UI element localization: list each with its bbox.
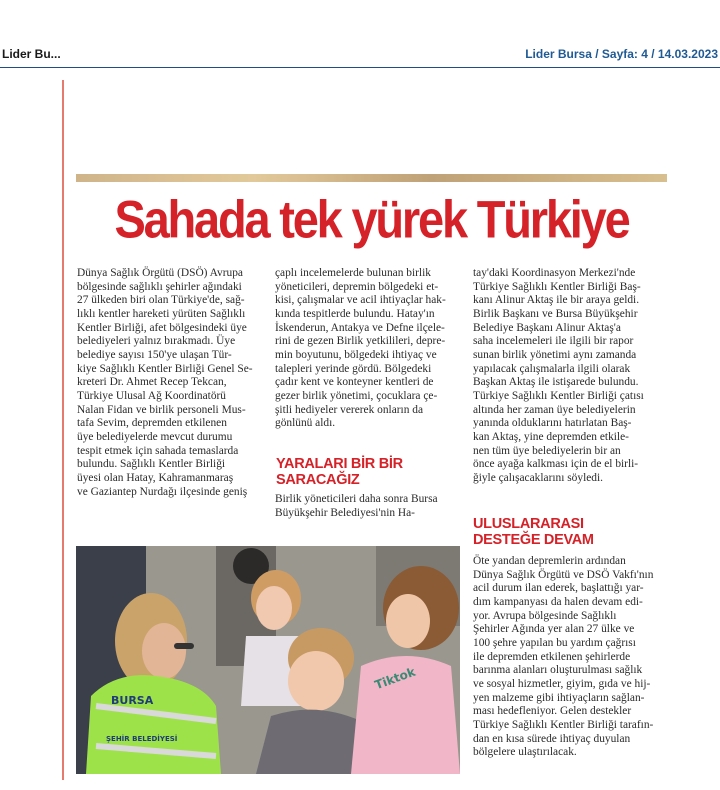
article-column-1 [77,267,269,499]
page-header-left: Lider Bu... [2,47,61,61]
subheading-uluslararasi [473,517,594,548]
text-line: tespit etmek için sahada temaslarda [77,444,239,457]
text-line: Başkan Aktaş ile istişarede bulundu. [473,376,639,389]
subheading-yaralari [276,457,403,488]
text-line: yanında olduklarını hatırlatan Baş- [473,417,632,430]
text-line: Türkiye Sağlıklı Kentler Birliği çatısı [473,389,644,402]
text-line: Dünya Sağlık Örgütü ve DSÖ Vakfı'nın [473,568,654,581]
text-line: acil durum ilan ederek, başlattığı yar- [473,582,644,595]
text-line: yor. Avrupa bölgesinde Sağlıklı [473,609,617,622]
page-header-right: Lider Bursa / Sayfa: 4 / 14.03.2023 [525,47,718,61]
text-line: talepleri yerinde gördü. Bölgedeki [275,362,432,375]
text-line: kiye Sağlıklı Kentler Birliği Genel Se- [77,362,253,375]
text-line: Türkiye Ulusal Ağ Koordinatörü [77,389,227,402]
text-line: ve Gaziantep Nurdağı ilçesinde geniş [77,485,248,498]
newspaper-clipping [62,80,668,780]
text-line: Birlik yöneticileri daha sonra Bursa [275,493,438,505]
text-line: kan Aktaş, yine depremden etkile- [473,430,629,443]
text-line: gezer birlik yönetimi, çocuklara çe- [275,389,438,402]
text-line: ve sosyal hizmetler, giyim, gıda ve hij- [473,677,651,690]
text-line: Türkiye Sağlıklı Kentler Birliği Baş- [473,280,641,293]
text-line: dan en kısa sürede ihtiyaç duyulan [473,732,631,745]
headline-top-strip [76,174,667,182]
text-line: yapılacak çalışmalarla ilgili olarak [473,362,631,375]
text-line: çaplı incelemelerde bulunan birlik [275,267,431,279]
text-line: altında her zaman üye belediyelerin [473,403,636,416]
text-line: kisi, çalışmalar ve acil ihtiyaçlar hak- [275,294,446,307]
article-column-2-bottom [275,493,471,520]
text-line: gönlünü aldı. [275,417,336,430]
text-line: İskenderun, Antakya ve Defne ilçele- [275,321,445,334]
article-photo [76,546,460,774]
text-line: Dünya Sağlık Örgütü (DSÖ) Avrupa [77,267,243,279]
header-rule [0,67,720,68]
text-line: Büyükşehir Belediyesi'nin Ha- [275,506,415,519]
text-line: barınma alanları oluşturulması sağlık [473,664,643,677]
text-line: saha incelemeleri ile ilgili bir rapor [473,335,634,348]
text-line: bulundu. Sağlıklı Kentler Birliği [77,458,226,471]
article-column-3 [473,267,668,486]
text-line: Türkiye Sağlıklı Kentler Birliği tarafın- [473,718,654,731]
text-line: bölgesinde sağlıklı şehirler ağındaki [77,280,242,293]
clipping-margin-line [62,80,64,780]
text-line: ile depremden etkilenen şehirlerde [473,650,631,663]
text-line: ğiyle çalışacaklarını söyledi. [473,471,603,484]
text-line: Şehirler Ağında yer alan 27 ülke ve [473,623,635,636]
photo-illustration [76,546,460,774]
subheading-line: SARACAĞIZ [276,471,360,488]
text-line: Nalan Fidan ve birlik personeli Mus- [77,403,246,416]
shirt-text: Tiktok [372,664,418,693]
text-line: önce ayağa kalkması için de el birli- [473,458,639,471]
text-line: ması hedefleniyor. Gelen destekler [473,705,632,718]
text-line: rini de gezen Birlik yetkilileri, depre- [275,335,446,348]
text-line: yöneticileri, depremin bölgedeki et- [275,280,439,293]
subheading-line: DESTEĞE DEVAM [473,531,594,548]
text-line: lıklı kentler hareketi yürüten Sağlıklı [77,307,246,320]
text-line: belediyeleri yalnız bırakmadı. Üye [77,335,236,348]
text-line: nen tüm üye belediyelerin bir an [473,444,621,457]
text-line: sunan birlik yönetimi aynı zamanda [473,348,637,361]
text-line: tafa Sevim, depremden etkilenen [77,417,227,430]
text-line: şitli hediyeler vererek onların da [275,403,424,416]
text-line: Belediye Başkanı Alinur Aktaş'a [473,321,621,334]
vest-text-bursa: BURSA [111,694,154,707]
text-line: tay'daki Koordinasyon Merkezi'nde [473,267,636,279]
text-line: Öte yandan depremlerin ardından [473,555,626,567]
subheading-line: ULUSLARARASI [473,516,584,532]
headline: Sahada tek yürek Türkiye [114,189,629,249]
text-line: üyesi olan Hatay, Kahramanmaraş [77,471,234,484]
vest-text-belediye: ŞEHİR BELEDİYESİ [106,735,178,743]
text-line: belediye sayısı 150'ye ulaşan Tür- [77,348,232,361]
text-line: 100 şehre yapılan bu yardım çağrısı [473,636,636,649]
article-column-3-bottom [473,555,668,760]
subheading-line: YARALARI BİR BİR [276,456,403,472]
text-line: dım kampanyası da halen devam edi- [473,595,643,608]
text-line: kında tespitlerde bulundu. Hatay'ın [275,307,435,320]
text-line: çadır kent ve konteyner kentleri de [275,376,434,389]
text-line: kanı Alinur Aktaş ile bir araya geldi. [473,294,640,307]
text-line: üye belediyelerde mevcut durumu [77,430,233,443]
article-column-2 [275,267,471,431]
text-line: yen malzeme gibi ihtiyaçların sağlan- [473,691,645,704]
text-line: min boyutunu, bölgedeki ihtiyaç ve [275,348,437,361]
text-line: bölgelere ulaştırılacak. [473,746,577,759]
text-line: Kentler Birliği, afet bölgesindeki üye [77,321,247,334]
text-line: 27 ülkeden biri olan Türkiye'de, sağ- [77,294,245,307]
text-line: Birlik Başkanı ve Bursa Büyükşehir [473,307,638,320]
text-line: kreteri Dr. Ahmet Recep Tekcan, [77,376,227,389]
